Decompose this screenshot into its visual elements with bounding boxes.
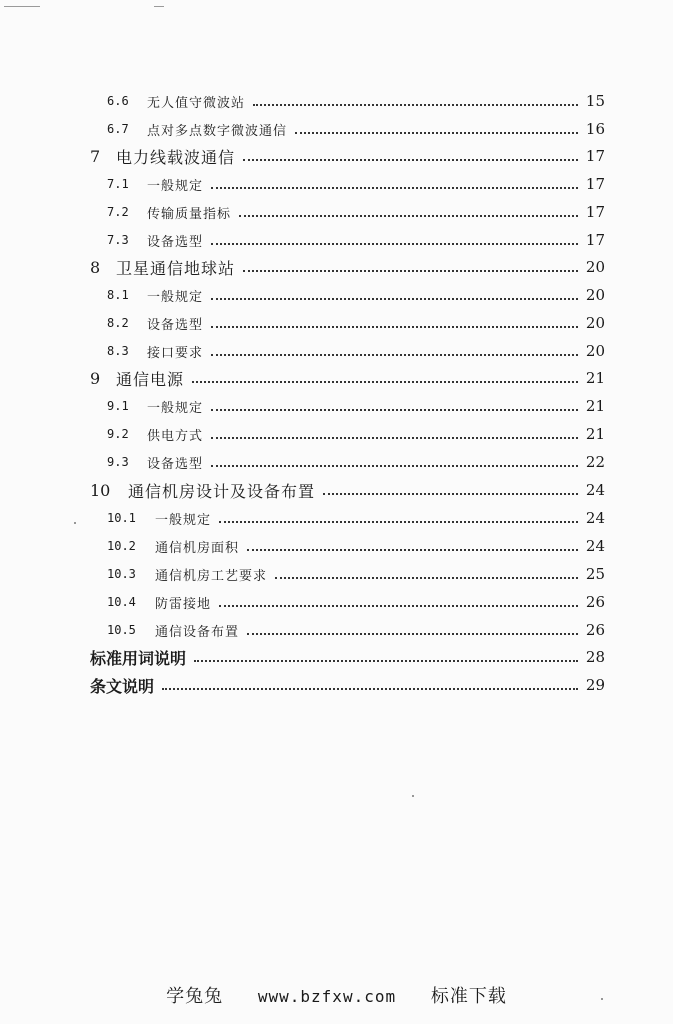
toc-page: 20 xyxy=(585,342,605,360)
toc-page: 21 xyxy=(585,425,605,443)
toc-number: 8.1 xyxy=(107,288,129,302)
toc-page: 17 xyxy=(585,231,605,249)
toc-number: 10.1 xyxy=(107,511,136,525)
toc-entry-10-4[interactable] xyxy=(107,590,605,614)
toc-page: 20 xyxy=(585,258,605,276)
toc-title: 接口要求 xyxy=(147,345,204,361)
toc-title: 电力线载波通信 xyxy=(116,147,236,167)
toc-number: 10.2 xyxy=(107,539,136,553)
toc-number: 9 xyxy=(90,368,101,388)
dot-leader xyxy=(323,493,578,495)
toc-number: 8.2 xyxy=(107,316,129,330)
dot-leader xyxy=(243,270,578,272)
toc-number: 7 xyxy=(90,146,101,166)
watermark-url: www.bzfxw.com xyxy=(257,987,397,1006)
toc-page: 26 xyxy=(585,593,605,611)
dot-leader xyxy=(211,409,578,411)
toc-page: 28 xyxy=(585,648,605,666)
dot-leader xyxy=(162,688,578,690)
dot-leader xyxy=(192,381,578,383)
scan-speck xyxy=(74,522,76,524)
toc-title: 通信机房工艺要求 xyxy=(155,568,268,584)
toc-page: 16 xyxy=(585,120,605,138)
dot-leader xyxy=(211,465,578,467)
dot-leader xyxy=(219,521,578,523)
dot-leader xyxy=(219,605,578,607)
toc-number: 8.3 xyxy=(107,344,129,358)
toc-title: 一般规定 xyxy=(155,512,212,528)
watermark-footer xyxy=(0,982,673,1008)
toc-title: 通信机房设计及设备布置 xyxy=(128,481,316,501)
toc-number: 9.1 xyxy=(107,399,129,413)
toc-page: 20 xyxy=(585,286,605,304)
toc-title: 供电方式 xyxy=(147,428,204,444)
toc-title: 设备选型 xyxy=(147,317,204,333)
toc-page: 17 xyxy=(585,175,605,193)
toc-entry-9-2[interactable] xyxy=(107,422,605,446)
toc-entry-clause-explanation[interactable] xyxy=(90,673,605,697)
toc-number: 10.4 xyxy=(107,595,136,609)
toc-entry-9-1[interactable] xyxy=(107,394,605,418)
dot-leader xyxy=(275,577,578,579)
toc-entry-10-2[interactable] xyxy=(107,534,605,558)
toc-title: 通信电源 xyxy=(116,369,185,389)
toc-page: 17 xyxy=(585,147,605,165)
toc-page: 24 xyxy=(585,509,605,527)
dot-leader xyxy=(211,243,578,245)
toc-title: 通信机房面积 xyxy=(155,540,240,556)
watermark-tagline: 标准下载 xyxy=(430,986,507,1007)
toc-page: 26 xyxy=(585,621,605,639)
toc-title: 通信设备布置 xyxy=(155,624,240,640)
dot-leader xyxy=(247,549,578,551)
toc-entry-6-7[interactable] xyxy=(107,117,605,141)
toc-number: 10.3 xyxy=(107,567,136,581)
toc-page: 24 xyxy=(585,537,605,555)
toc-entry-9-3[interactable] xyxy=(107,450,605,474)
toc-entry-10-5[interactable] xyxy=(107,618,605,642)
dot-leader xyxy=(295,132,578,134)
toc-page: 17 xyxy=(585,203,605,221)
dot-leader xyxy=(211,354,578,356)
toc-entry-7[interactable] xyxy=(90,144,605,168)
dot-leader xyxy=(243,159,578,161)
toc-entry-6-6[interactable] xyxy=(107,89,605,113)
toc-title: 一般规定 xyxy=(147,400,204,416)
toc-title: 设备选型 xyxy=(147,234,204,250)
toc-page: 29 xyxy=(585,676,605,694)
toc-entry-7-2[interactable] xyxy=(107,200,605,224)
toc-number: 7.3 xyxy=(107,233,129,247)
toc-number: 10 xyxy=(90,480,111,500)
toc-page: 22 xyxy=(585,453,605,471)
toc-entry-9[interactable] xyxy=(90,366,605,390)
toc-entry-8[interactable] xyxy=(90,255,605,279)
toc-title: 防雷接地 xyxy=(155,596,212,612)
dot-leader xyxy=(211,326,578,328)
toc-page: 21 xyxy=(585,397,605,415)
toc-entry-7-1[interactable] xyxy=(107,172,605,196)
toc-title: 标准用词说明 xyxy=(90,648,187,668)
toc-title: 卫星通信地球站 xyxy=(116,258,236,278)
toc-number: 6.6 xyxy=(107,94,129,108)
top-edge-marks xyxy=(4,6,664,10)
toc-entry-8-2[interactable] xyxy=(107,311,605,335)
toc-title: 一般规定 xyxy=(147,289,204,305)
toc-number: 7.2 xyxy=(107,205,129,219)
toc-number: 7.1 xyxy=(107,177,129,191)
toc-number: 6.7 xyxy=(107,122,129,136)
toc-title: 设备选型 xyxy=(147,456,204,472)
toc-number: 8 xyxy=(90,257,101,277)
watermark-brand: 学兔兔 xyxy=(166,986,224,1007)
dot-leader xyxy=(211,187,578,189)
toc-title: 无人值守微波站 xyxy=(147,95,246,111)
dot-leader xyxy=(194,660,578,662)
toc-entry-standard-terms[interactable] xyxy=(90,645,605,669)
toc-entry-10-3[interactable] xyxy=(107,562,605,586)
toc-title: 条文说明 xyxy=(90,676,155,696)
toc-title: 点对多点数字微波通信 xyxy=(147,123,288,139)
toc-page: 25 xyxy=(585,565,605,583)
toc-entry-7-3[interactable] xyxy=(107,228,605,252)
toc-page: 21 xyxy=(585,369,605,387)
toc-page: 20 xyxy=(585,314,605,332)
dot-leader xyxy=(239,215,578,217)
toc-number: 9.2 xyxy=(107,427,129,441)
toc-page: 24 xyxy=(585,481,605,499)
dot-leader xyxy=(211,298,578,300)
dot-leader xyxy=(211,437,578,439)
toc-page: 15 xyxy=(585,92,605,110)
toc-entry-10-1[interactable] xyxy=(107,506,605,530)
toc-number: 10.5 xyxy=(107,623,136,637)
toc-entry-8-1[interactable] xyxy=(107,283,605,307)
toc-entry-8-3[interactable] xyxy=(107,339,605,363)
toc-title: 传输质量指标 xyxy=(147,206,232,222)
toc-number: 9.3 xyxy=(107,455,129,469)
toc-title: 一般规定 xyxy=(147,178,204,194)
toc-entry-10[interactable] xyxy=(90,478,605,502)
dot-leader xyxy=(253,104,578,106)
scan-speck xyxy=(412,795,414,797)
dot-leader xyxy=(247,633,578,635)
